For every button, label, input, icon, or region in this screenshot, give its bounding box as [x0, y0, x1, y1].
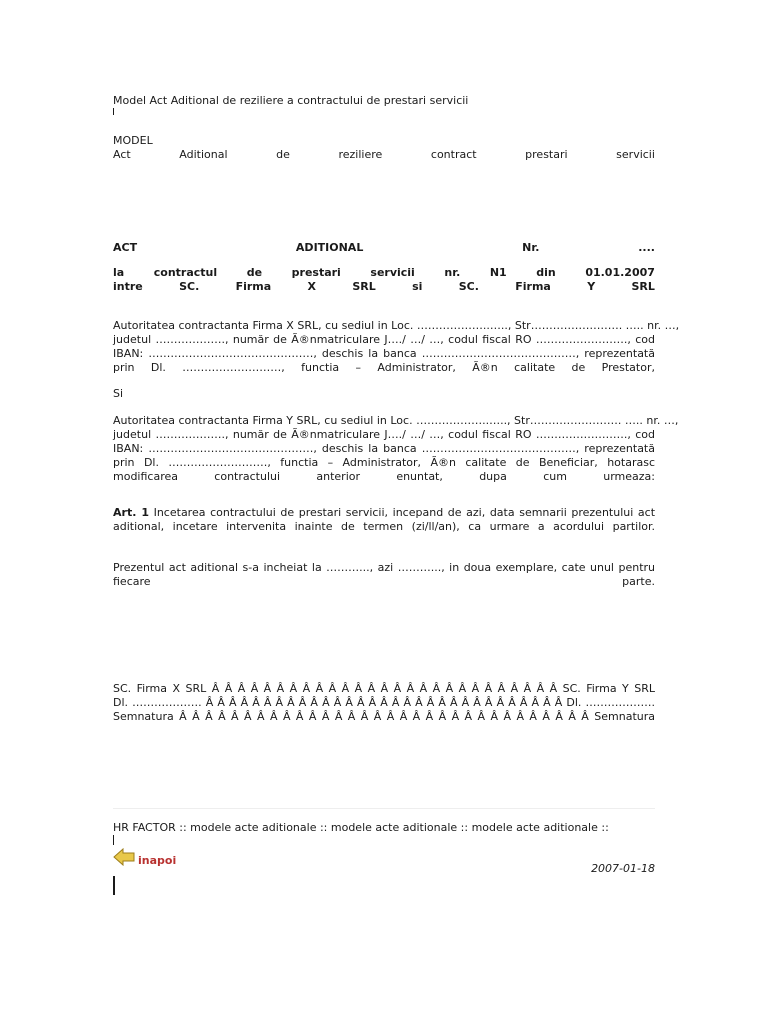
signatures-block: SC. Firma X SRL Â Â Â Â Â Â Â Â Â Â Â Â Â Â Â Â Â Â Â Â Â Â Â Â Â Â Â SC. Firma Y SRL Dl. ………………. Â Â Â Â Â Â Â Â Â Â Â Â Â Â Â Â Â Â Â Â Â Â Â Â Â Â Â Â Â Â Â Dl. ………………. Semnatura Â Â Â Â Â Â Â Â Â Â Â Â Â Â Â Â Â Â Â Â Â Â Â Â Â Â Â Â Â Â Â Â Semnatura — [113, 682, 655, 723]
back-link[interactable] — [113, 848, 176, 869]
model-label: MODEL — [113, 134, 153, 147]
party-y-paragraph: Autoritatea contractanta Firma Y SRL, cu sediul in Loc. ………………..….., Str……………………. ….. nr. …, judetul ………………., număr de Ã®nmatriculare J…./ …/ …, codul fiscal RO ……………………., cod IBAN: ………………………………………, deschis la banca ……………………………………, reprezentată prin Dl. ………………………, functia – Administrator, Ã®n calitate de Beneficiar, hotarasc modificarea contractului anterior enuntat, dupa cum urmeaza: — [113, 414, 679, 483]
closing-paragraph: Prezentul act aditional s-a incheiat la ………..., azi ………..., in doua exemplare, cate unul pentru fiecare parte. — [113, 561, 655, 588]
footer-breadcrumb: HR FACTOR :: modele acte aditionale :: modele acte aditionale :: modele acte aditionale :: — [113, 821, 609, 834]
publish-date: 2007-01-18 — [591, 862, 655, 875]
si-separator: Si — [113, 387, 124, 400]
party-x-paragraph: Autoritatea contractanta Firma X SRL, cu sediul in Loc. ………………..….., Str……………………. ….. nr. …, judetul ………………., număr de Ã®nmatriculare J…./ …/ …, codul fiscal RO ……………………., cod IBAN: ………………………………………, deschis la banca ……………………………………, reprezentată prin Dl. ………………………, functia – Administrator, Ã®n calitate de Prestator, — [113, 319, 680, 374]
text-cursor — [113, 876, 115, 895]
footer-divider — [113, 808, 655, 809]
model-block — [113, 134, 655, 162]
contract-reference: la contractul de prestari servicii nr. N1 din 01.01.2007 intre SC. Firma X SRL si SC. Firma Y SRL — [113, 266, 655, 293]
text-cursor — [113, 835, 114, 845]
page-title: Model Act Aditional de reziliere a contractului de prestari servicii — [113, 94, 469, 107]
act-heading: ACT ADITIONAL Nr. .... — [113, 241, 655, 254]
back-link-label: inapoi — [138, 854, 177, 867]
text-cursor — [113, 108, 114, 115]
article-1-label: Art. 1 — [113, 506, 149, 519]
arrow-left-icon — [113, 848, 135, 869]
article-1: Art. 1 Incetarea contractului de prestari servicii, incepand de azi, data semnarii prezentului act aditional, incetare intervenita inainte de termen (zi/ll/an), ca urmare a acordului partilor. — [113, 506, 656, 533]
model-subtitle: Act Aditional de reziliere contract prestari servicii — [113, 148, 655, 161]
